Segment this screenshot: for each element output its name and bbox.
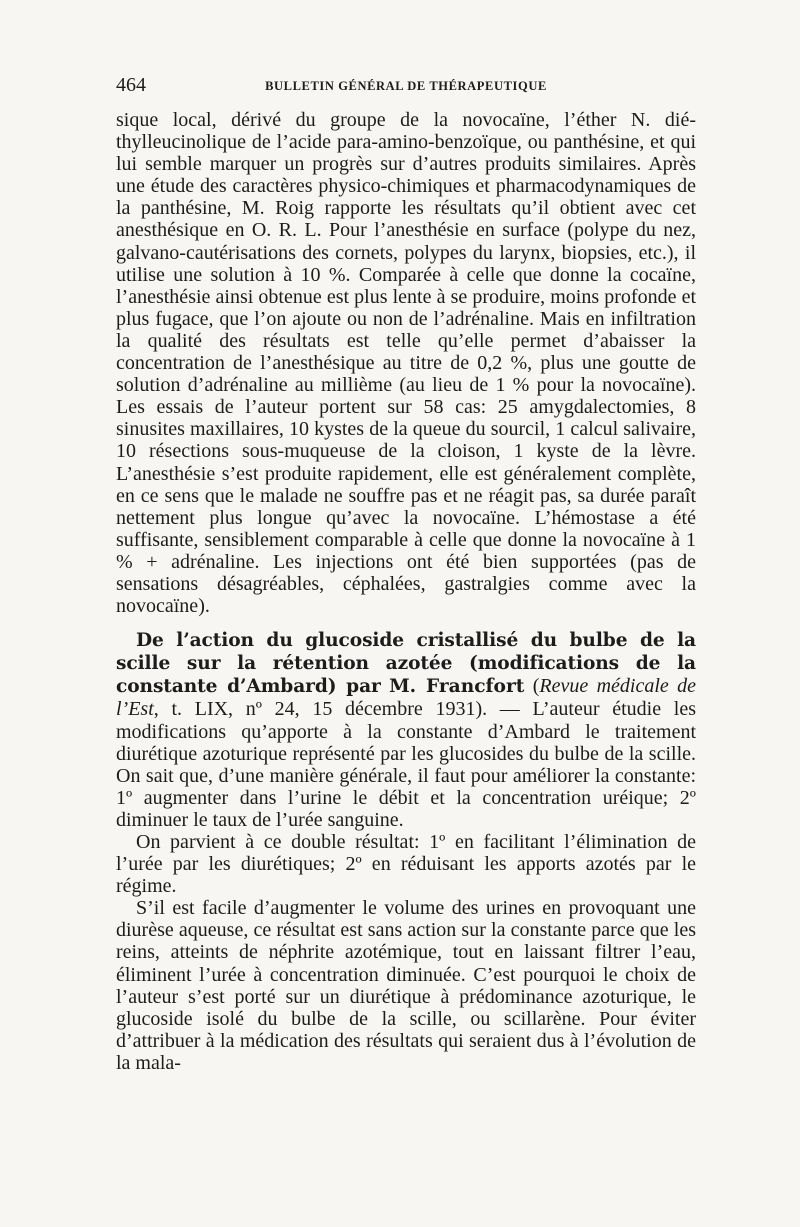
- abstract-scillarene: [116, 629, 696, 831]
- page: [116, 70, 696, 1074]
- abstract-journal: Revue médicale de l’Est: [116, 675, 697, 721]
- abstract-body: , t. LIX, nº 24, 15 décembre 1931). — L’auteur étudie les modifications qu’apporte à la constante d’Ambard le traitement diurétique azoturique représenté par les glucosides du bulbe de la scille. On sait que, d’une manière générale, il faut pour améliorer la constante: 1º augmenter dans l’urine le débit et la concentration uréique; 2º diminuer le taux de l’urée sanguine.: [116, 698, 696, 831]
- page-header: [116, 70, 696, 100]
- abstract-title: De l’action du glucoside cristallisé du bulbe de la scille sur la rétention azotée (modifications de la constante d’Ambard) par: [116, 630, 696, 698]
- paragraph-panthesine: sique local, dérivé du groupe de la novocaïne, l’éther N. diéthylleucinolique de l’acide para-amino-benzoïque, ou panthésine, et qui lui semble marquer un progrès sur d’autres produits similaires. Après une étude des caractères physico-chimiques et pharmacodynamiques de la panthésine, M. Roig rapporte les résultats qu’il obtient avec cet anesthésique en O. R. L. Pour l’anesthésie en surface (polype du nez, galvano-cautérisations des cornets, polypes du larynx, biopsies, etc.), il utilise une solution à 10 %. Comparée à celle que donne la cocaïne, l’anesthésie ainsi obtenue est plus lente à se produire, moins profonde et plus fugace, que l’on ajoute ou non de l’adrénaline. Mais en infiltration la qualité des résultats est telle qu’elle permet d’abaisser la concentration de l’anesthésique au titre de 0,2 %, plus une goutte de solution d’adrénaline au millième (au lieu de 1 % pour la novocaïne). Les essais de l’auteur portent sur 58 cas: 25 amygdalectomies, 8 sinusites maxillaires, 10 kystes de la queue du sourcil, 1 calcul salivaire, 10 résections sous-muqueuse de la cloison, 1 kyste de la lèvre. L’anesthésie s’est produite rapidement, elle est généralement complète, en ce sens que le malade ne souffre pas et ne réagit pas, sa durée paraît nettement plus longue qu’avec la novocaïne. L’hémostase a été suffisante, sensiblement comparable à celle que donne la novocaïne à 1 % + adrénaline. Les injections ont été bien supportées (pas de sensations désagréables, céphalées, gastralgies comme avec la novocaïne).: [116, 109, 696, 618]
- paragraph-diuresis: S’il est facile d’augmenter le volume des urines en provoquant une diurèse aqueuse, ce résultat est sans action sur la constante parce que les reins, atteints de néphrite azotémique, tout en laissant filtrer l’eau, éliminent l’urée à concentration diminuée. C’est pourquoi le choix de l’auteur s’est porté sur un diurétique à prédominance azoturique, le glucoside isolé du bulbe de la scille, ou scillarène. Pour éviter d’attribuer à la médication des résultats qui seraient dus à l’évolution de la mala-: [116, 897, 696, 1074]
- body-text: [116, 109, 696, 1074]
- page-number: 464: [116, 74, 146, 96]
- running-title: BULLETIN GÉNÉRAL DE THÉRAPEUTIQUE: [265, 79, 547, 93]
- abstract-author: M. Francfort: [389, 676, 525, 698]
- abstract-source-open: (: [532, 675, 540, 698]
- paragraph-double-result: On parvient à ce double résultat: 1º en facilitant l’élimination de l’urée par les diurétiques; 2º en réduisant les apports azotés par le régime.: [116, 831, 696, 898]
